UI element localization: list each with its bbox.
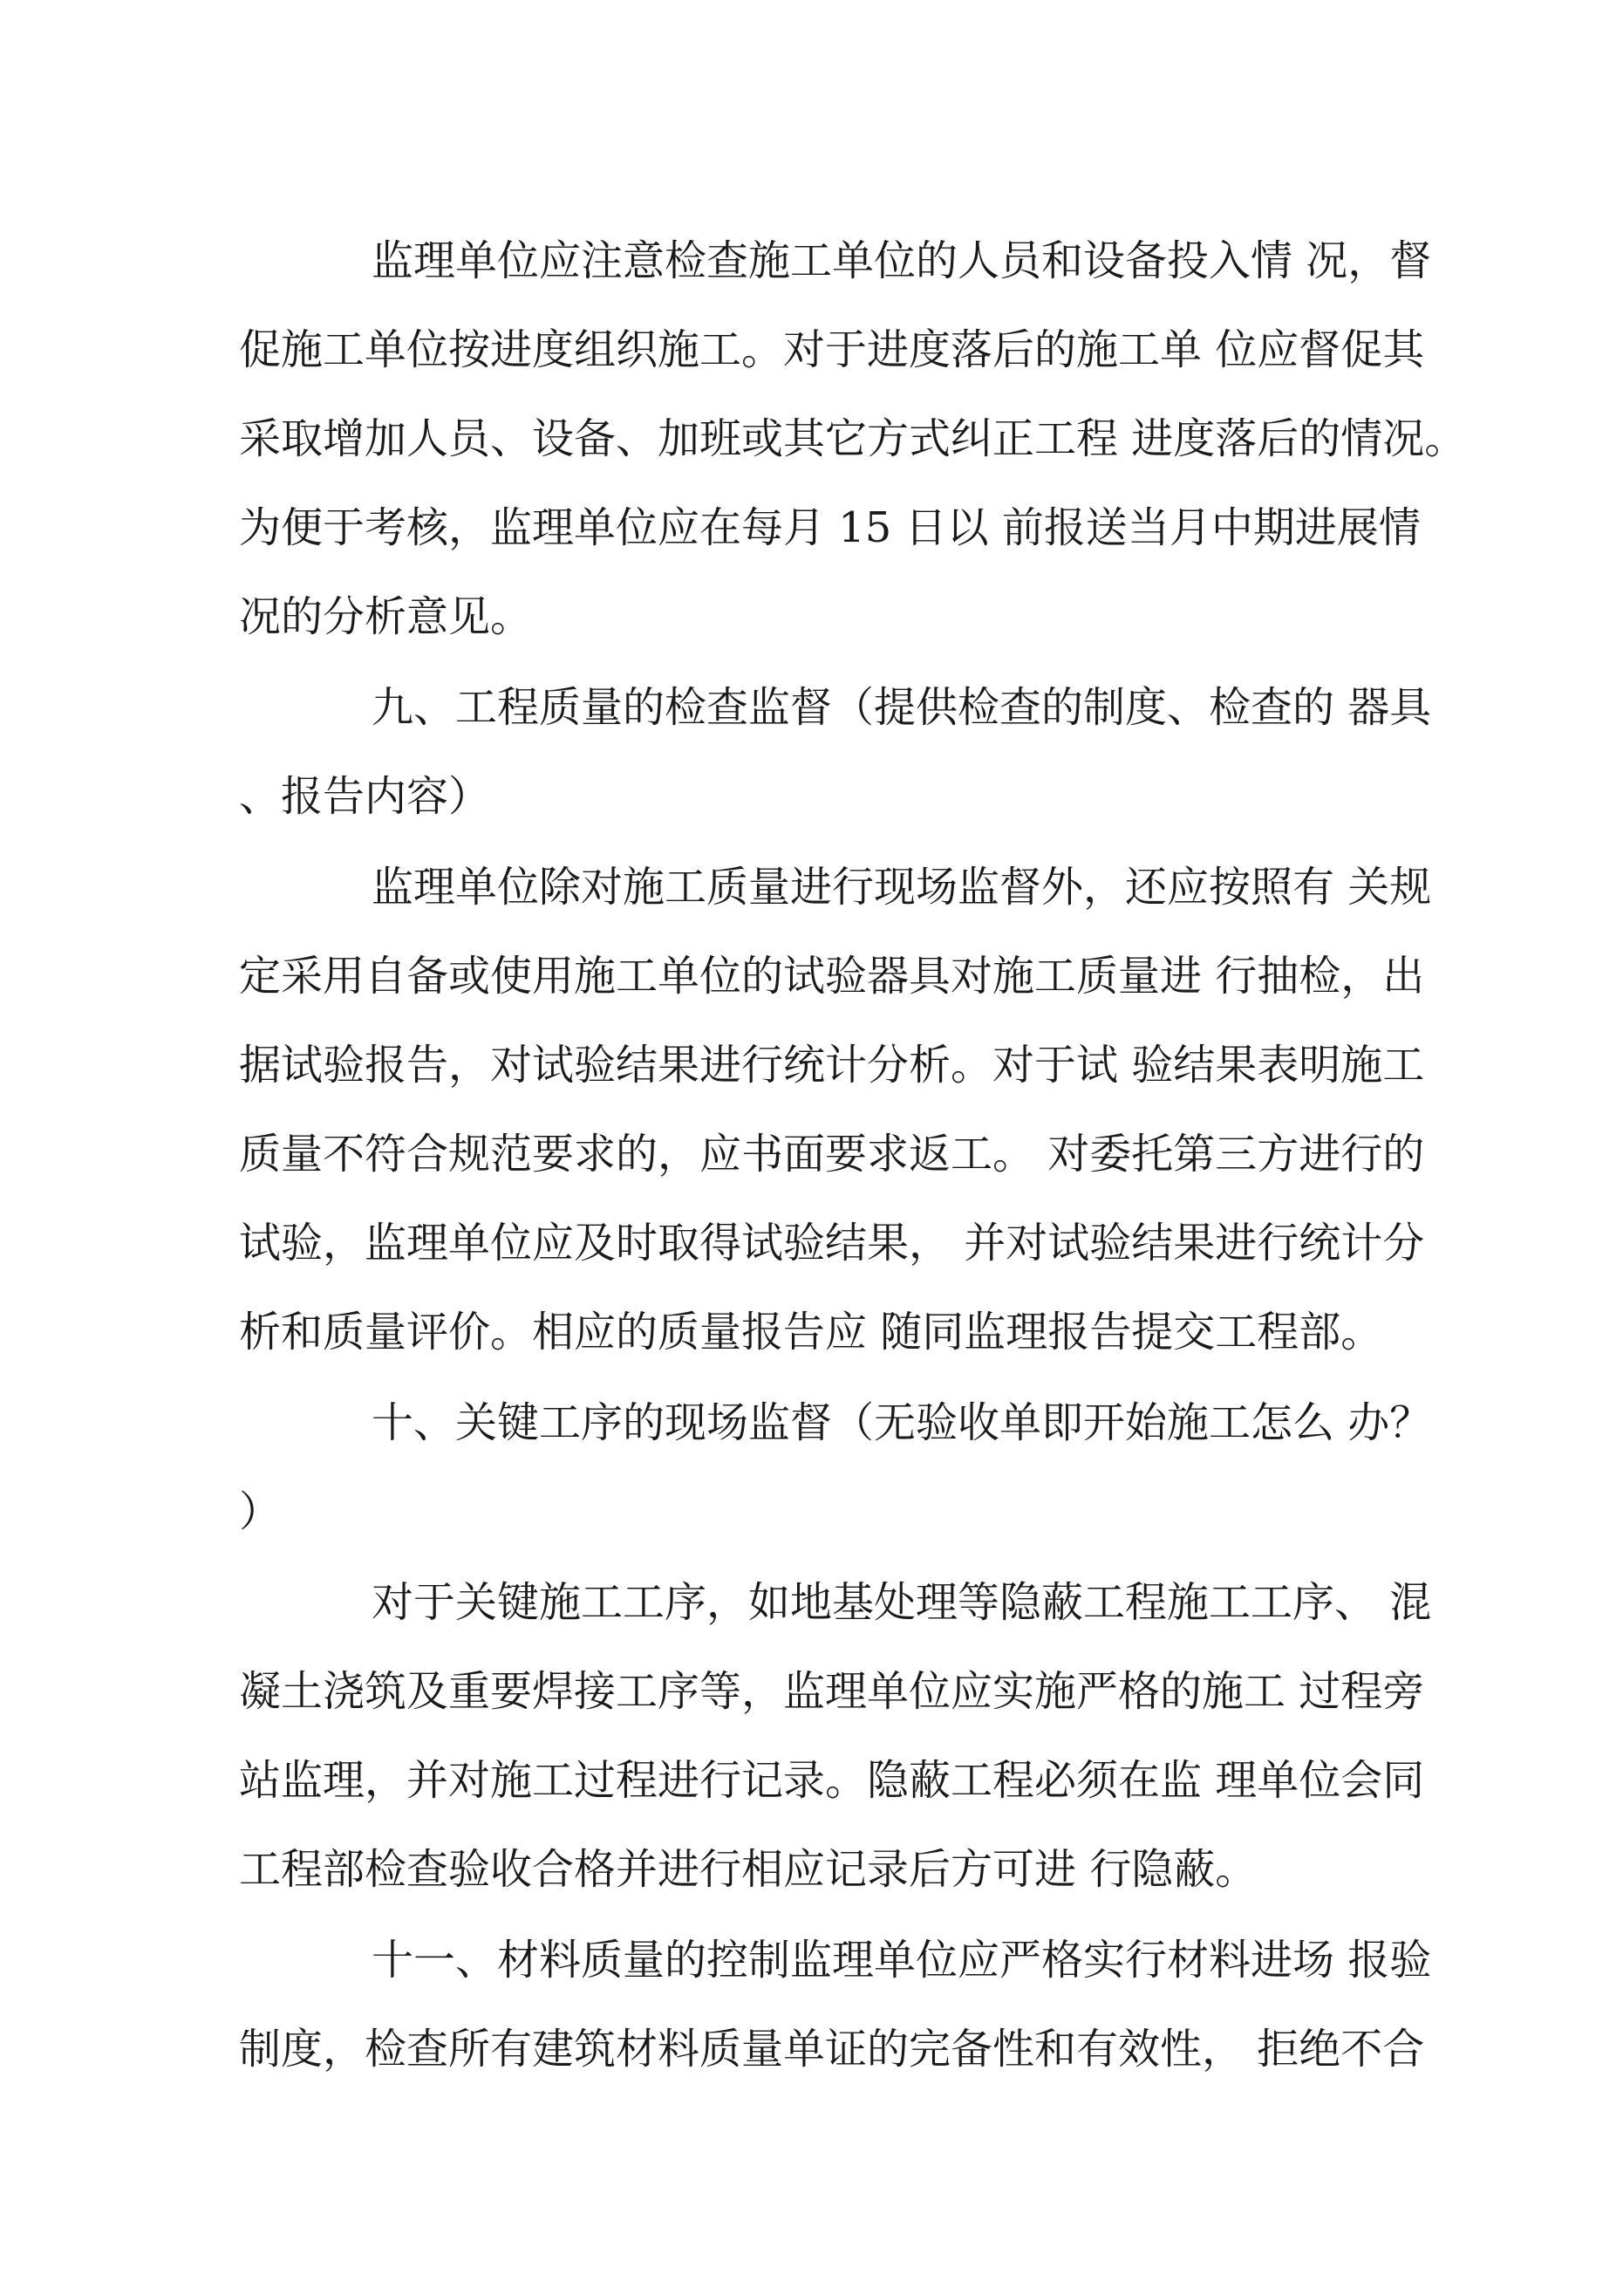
section-heading-continued: 、报告内容） bbox=[239, 772, 491, 821]
paragraph-line: 对于关键施工工序，如地基处理等隐蔽工程施工工序、 混 bbox=[372, 1578, 1432, 1627]
section-heading: 十、关键工序的现场监督（无验收单即开始施工怎么 办？ bbox=[372, 1398, 1432, 1447]
paragraph-line: 工程部检查验收合格并进行相应记录后方可进 行隐蔽。 bbox=[239, 1845, 1258, 1894]
paragraph-line: 析和质量评价。相应的质量报告应 随同监理报告提交工程部。 bbox=[239, 1308, 1383, 1356]
section-heading: 九、工程质量的检查监督（提供检查的制度、检查的 器具 bbox=[372, 683, 1432, 732]
paragraph-line: 监理单位应注意检查施工单位的人员和设备投入情 况，督 bbox=[372, 236, 1432, 285]
section-heading: 十一、材料质量的控制监理单位应严格实行材料进场 报验 bbox=[372, 1936, 1432, 1985]
section-heading-continued: ） bbox=[239, 1487, 282, 1536]
paragraph-line: 况的分析意见。 bbox=[239, 592, 533, 641]
paragraph-line: 制度，检查所有建筑材料质量单证的完备性和有效性， 拒绝不合 bbox=[239, 2025, 1425, 2074]
paragraph-line: 试验，监理单位应及时取得试验结果， 并对试验结果进行统计分 bbox=[239, 1219, 1425, 1268]
paragraph-line: 站监理，并对施工过程进行记录。隐蔽工程必须在监 理单位会同 bbox=[239, 1756, 1425, 1805]
paragraph-line: 据试验报告，对试验结果进行统计分析。对于试 验结果表明施工 bbox=[239, 1041, 1425, 1090]
paragraph-line: 凝土浇筑及重要焊接工序等，监理单位应实施严格的施工 过程旁 bbox=[239, 1667, 1425, 1716]
paragraph-line: 监理单位除对施工质量进行现场监督外，还应按照有 关规 bbox=[372, 863, 1432, 912]
paragraph-line: 采取增加人员、设备、加班或其它方式纠正工程 进度落后的情况。 bbox=[239, 414, 1467, 463]
paragraph-line: 质量不符合规范要求的，应书面要求返工。 对委托第三方进行的 bbox=[239, 1130, 1425, 1179]
paragraph-line: 促施工单位按进度组织施工。对于进度落后的施工单 位应督促其 bbox=[239, 325, 1425, 374]
paragraph-line: 为便于考核，监理单位应在每月 15 日以 前报送当月中期进展情 bbox=[239, 503, 1421, 552]
paragraph-line: 定采用自备或使用施工单位的试验器具对施工质量进 行抽检，出 bbox=[239, 952, 1425, 1001]
